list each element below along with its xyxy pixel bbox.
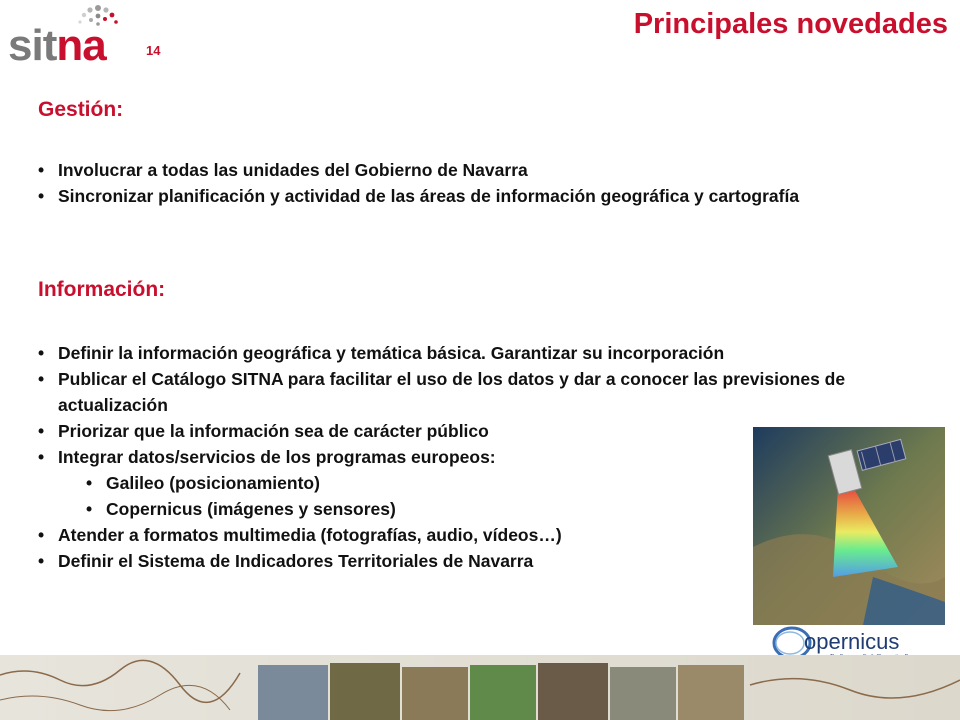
list-item: • Atender a formatos multimedia (fotografías, audio, vídeos…) [38, 522, 928, 548]
sitna-logo [8, 4, 161, 74]
section-heading-gestion: Gestión: [38, 98, 124, 121]
slide-number: 14 [146, 43, 161, 58]
copernicus-wordmark: opernicus [804, 629, 900, 654]
list-item: • Definir la información geográfica y temática básica. Garantizar su incorporación [38, 340, 838, 366]
section-heading-informacion: Información: [38, 278, 166, 301]
footer-photo-strip [0, 655, 960, 720]
gestion-list [38, 157, 928, 209]
logo-text-sit: sit [8, 21, 57, 70]
list-item: • Sincronizar planificación y actividad de las áreas de información geográfica y cartografía [38, 183, 918, 209]
list-item: • Involucrar a todas las unidades del Gobierno de Navarra [38, 157, 928, 183]
list-item: • Priorizar que la información sea de carácter público [38, 418, 928, 444]
page-title: Principales novedades [633, 8, 948, 40]
list-item: • Copernicus (imágenes y sensores) [38, 496, 928, 522]
logo-text-na: na [56, 21, 106, 70]
list-item: • Integrar datos/servicios de los programas europeos: [38, 444, 928, 470]
satellite-icon [753, 427, 945, 625]
sitna-logo-text [8, 21, 106, 70]
list-item: • Publicar el Catálogo SITNA para facilitar el uso de los datos y dar a conocer las previsiones de actualización [38, 366, 928, 418]
list-item: • Galileo (posicionamiento) [38, 470, 928, 496]
copernicus-satellite-image [753, 427, 945, 625]
list-item: • Definir el Sistema de Indicadores Territoriales de Navarra [38, 548, 928, 574]
